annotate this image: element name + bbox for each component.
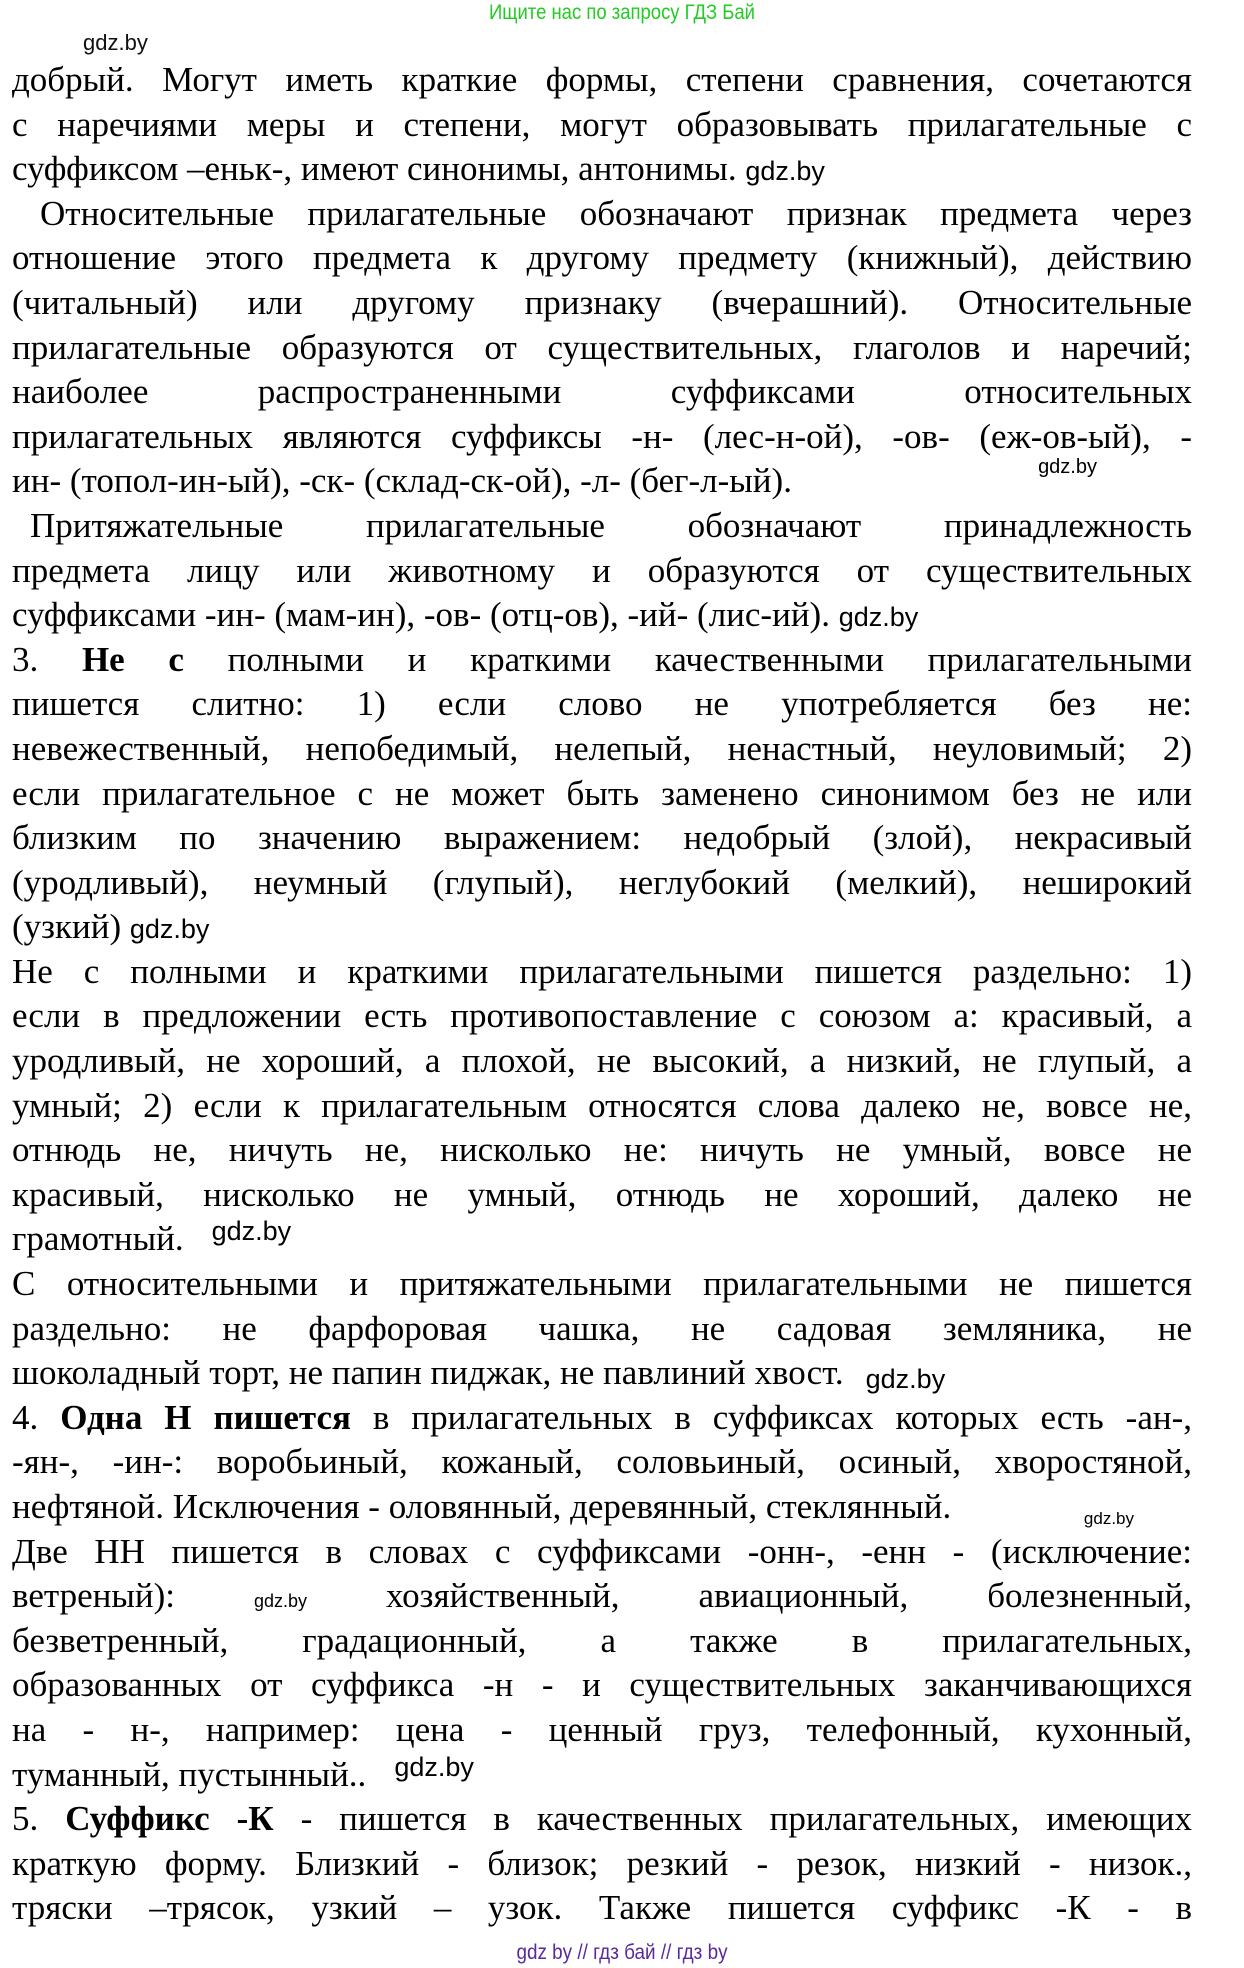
line-text: наиболее распространенными суффиксами относительных	[12, 372, 1192, 412]
line-text: добрый. Могут иметь краткие формы, степени сравнения, сочетаются	[12, 60, 1192, 99]
line-text: в прилагательных в суффиксах которых есть -ан-,	[350, 1397, 1192, 1437]
line-text: нефтяной. Исключения - оловянный, деревянный, стеклянный.	[12, 1487, 952, 1526]
line-text: грамотный.	[12, 1219, 184, 1259]
text-line	[12, 1039, 1192, 1084]
text-line	[12, 861, 1192, 906]
bold-heading: Не с	[81, 639, 184, 679]
watermark: gdz.by	[211, 1216, 292, 1247]
line-text: шоколадный торт, не папин пиджак, не павлиний хвост.	[12, 1353, 844, 1393]
text-line	[12, 950, 1192, 995]
line-text: хозяйственный, авиационный, болезненный,	[307, 1576, 1193, 1616]
text-line	[12, 1574, 1192, 1619]
text-line	[12, 772, 1192, 817]
line-text: С относительными и притяжательными прилагательными не пишется	[12, 1264, 1192, 1304]
text-line	[12, 1753, 1192, 1798]
text-line	[12, 326, 1192, 371]
line-text: суффиксом –еньк-, имеют синонимы, антонимы.	[12, 149, 746, 189]
line-text: -ян-, -ин-: воробьиный, кожаный, соловьиный, осиный, хворостяной,	[12, 1442, 1192, 1482]
document-body	[12, 58, 1192, 1931]
footer-links: gdz by // гдз бай // гдз by	[516, 1941, 728, 1964]
line-text: невежественный, непобедимый, нелепый, ненастный, неуловимый; 2)	[12, 728, 1192, 768]
text-line	[12, 504, 1192, 549]
text-line	[12, 1128, 1192, 1173]
text-line	[12, 549, 1192, 594]
text-line	[12, 58, 1192, 103]
text-line	[12, 192, 1192, 237]
watermark: gdz.by	[865, 1364, 946, 1395]
text-line	[12, 1307, 1192, 1352]
text-line	[12, 456, 1192, 504]
line-text: предмета лицу или животному и образуются от существительных	[12, 550, 1192, 590]
text-line	[12, 1708, 1192, 1753]
line-text: Притяжательные прилагательные обозначают принадлежность	[30, 505, 1192, 545]
line-text: близким по значению выражением: недобрый (злой), некрасивый	[12, 818, 1192, 858]
text-line	[12, 1173, 1192, 1218]
line-text: уродливый, не хороший, а плохой, не высокий, а низкий, не глупый, а	[12, 1041, 1192, 1081]
text-line	[12, 593, 1192, 638]
line-text: Две НН пишется в словах с суффиксами -онн-, -енн - (исключение:	[12, 1531, 1192, 1571]
line-text: отнюдь не, ничуть не, нисколько не: ничуть не умный, вовсе не	[12, 1130, 1192, 1170]
watermark: gdz.by	[1038, 456, 1097, 479]
text-line	[12, 1797, 1192, 1842]
line-text: безветренный, градационный, а также в прилагательных,	[12, 1620, 1192, 1660]
watermark: gdz.by	[394, 1751, 474, 1782]
text-line	[12, 1886, 1192, 1931]
watermark: gdz.by	[838, 602, 919, 633]
text-line	[12, 1396, 1192, 1441]
line-text: пишется слитно: 1) если слово не употребляется без не:	[12, 684, 1192, 724]
watermark: gdz.by	[745, 156, 825, 187]
watermark: gdz.by	[83, 30, 148, 55]
text-line	[12, 281, 1192, 326]
line-text: прилагательные образуются от существительных, глаголов и наречий;	[12, 327, 1192, 367]
line-text: краткую форму. Близкий - близок; резкий - резок, низкий - низок.,	[12, 1843, 1192, 1883]
text-line	[12, 905, 1192, 950]
line-text: если прилагательное с не может быть заменено синонимом без не или	[12, 773, 1192, 813]
text-line	[12, 1663, 1192, 1708]
watermark: gdz.by	[129, 914, 210, 945]
line-text: Относительные прилагательные обозначают признак предмета через	[40, 193, 1192, 233]
line-text: образованных от суффикса -н - и существительных заканчивающихся	[12, 1665, 1192, 1705]
text-line	[12, 1842, 1192, 1887]
section-number: 4.	[12, 1397, 61, 1437]
line-text: (читальный) или другому признаку (вчерашний). Относительные	[12, 282, 1192, 322]
line-text: ин- (топол-ин-ый), -ск- (склад-ск-ой), -л- (бег-л-ый).	[12, 461, 792, 501]
text-line	[12, 236, 1192, 281]
line-text: суффиксами -ин- (мам-ин), -ов- (отц-ов), -ий- (лис-ий).	[12, 595, 839, 635]
watermark: gdz.by	[253, 1591, 308, 1612]
line-text: раздельно: не фарфоровая чашка, не садовая земляника, не	[12, 1308, 1192, 1348]
line-text: полными и краткими качественными прилагательными	[183, 639, 1193, 679]
text-line	[12, 1440, 1192, 1485]
text-line	[12, 638, 1192, 683]
line-text: если в предложении есть противопоставление с союзом а: красивый, а	[12, 996, 1192, 1036]
text-line	[12, 370, 1192, 415]
line-text: красивый, нисколько не умный, отнюдь не хороший, далеко не	[12, 1174, 1192, 1214]
line-text: с наречиями меры и степени, могут образовывать прилагательные с	[12, 104, 1192, 144]
text-line	[12, 727, 1192, 772]
search-banner: Ищите нас по запросу ГДЗ Бай	[488, 1, 755, 24]
line-text: туманный, пустынный..	[12, 1754, 367, 1794]
bold-heading: Суффикс -К	[65, 1799, 274, 1839]
line-text: умный; 2) если к прилагательным относятся слова далеко не, вовсе не,	[12, 1085, 1192, 1125]
line-text: ветреный):	[12, 1576, 254, 1616]
line-text: - пишется в качественных прилагательных, имеющих	[273, 1799, 1192, 1839]
text-line	[12, 103, 1192, 148]
watermark: gdz.by	[1083, 1509, 1134, 1528]
line-text: на - н-, например: цена - ценный груз, телефонный, кухонный,	[12, 1709, 1192, 1749]
line-text: отношение этого предмета к другому предмету (книжный), действию	[12, 238, 1192, 278]
text-line	[12, 415, 1192, 460]
text-line	[12, 1619, 1192, 1664]
text-line	[12, 1262, 1192, 1307]
text-line	[12, 1485, 1192, 1530]
section-number: 3.	[12, 639, 82, 679]
line-text: (узкий)	[12, 907, 130, 947]
text-line	[12, 1217, 1192, 1262]
text-line	[12, 994, 1192, 1039]
bold-heading: Одна Н пишется	[60, 1397, 351, 1437]
text-line	[12, 816, 1192, 861]
text-line	[12, 1351, 1192, 1396]
text-line	[12, 682, 1192, 727]
text-line	[12, 1530, 1192, 1575]
section-number: 5.	[12, 1799, 66, 1839]
line-text: тряски –трясок, узкий – узок. Также пишется суффикс -К - в	[12, 1888, 1192, 1928]
text-line	[12, 1084, 1192, 1129]
line-text: (уродливый), неумный (глупый), неглубокий (мелкий), неширокий	[12, 862, 1192, 902]
line-text: прилагательных являются суффиксы -н- (лес-н-ой), -ов- (еж-ов-ый), -	[12, 416, 1192, 456]
text-line	[12, 147, 1192, 192]
line-text: Не с полными и краткими прилагательными пишется раздельно: 1)	[12, 951, 1192, 991]
